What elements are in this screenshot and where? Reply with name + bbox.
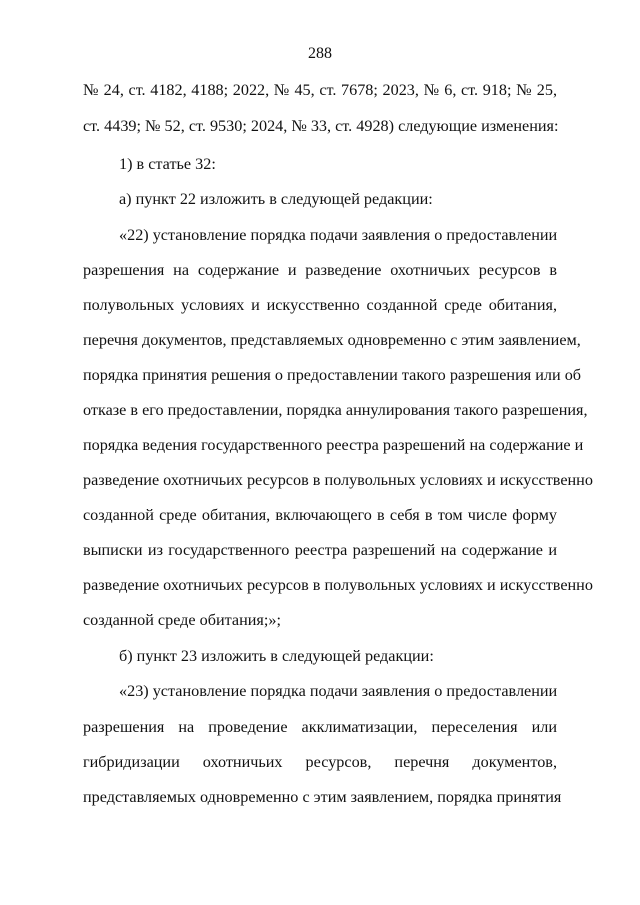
text-line: № 24, ст. 4182, 4188; 2022, № 45, ст. 7678; 2023, № 6, ст. 918; № 25,	[83, 81, 557, 99]
text-line: полувольных условиях и искусственно созданной среде обитания,	[83, 296, 557, 314]
list-item-heading: 1) в статье 32:	[119, 155, 216, 173]
text-line: отказе в его предоставлении, порядка аннулирования такого разрешения,	[83, 401, 588, 419]
subitem-heading: б) пункт 23 изложить в следующей редакции:	[119, 647, 434, 665]
page-number: 288	[308, 45, 332, 62]
subitem-heading: а) пункт 22 изложить в следующей редакции:	[119, 190, 433, 208]
text-line: представляемых одновременно с этим заявлением, порядка принятия	[83, 788, 562, 806]
text-line: разведение охотничьих ресурсов в полувольных условиях и искусственно	[83, 576, 593, 594]
text-line: «22) установление порядка подачи заявления о предоставлении	[119, 226, 558, 244]
text-line: выписки из государственного реестра разрешений на содержание и	[83, 541, 557, 559]
text-line: порядка принятия решения о предоставлении такого разрешения или об	[83, 366, 582, 384]
text-line: созданной среде обитания, включающего в себя в том числе форму	[83, 506, 557, 524]
text-line: гибридизации охотничьих ресурсов, перечня документов,	[83, 753, 557, 771]
text-line: «23) установление порядка подачи заявления о предоставлении	[119, 682, 558, 700]
text-line: разрешения на проведение акклиматизации, переселения или	[83, 718, 557, 736]
text-line: разведение охотничьих ресурсов в полувольных условиях и искусственно	[83, 471, 593, 489]
text-line: разрешения на содержание и разведение охотничьих ресурсов в	[83, 261, 557, 279]
text-line: перечня документов, представляемых одновременно с этим заявлением,	[83, 331, 581, 349]
text-line: порядка ведения государственного реестра разрешений на содержание и	[83, 436, 584, 454]
text-line: созданной среде обитания;»;	[83, 611, 281, 629]
text-line: ст. 4439; № 52, ст. 9530; 2024, № 33, ст. 4928) следующие изменения:	[83, 117, 559, 135]
